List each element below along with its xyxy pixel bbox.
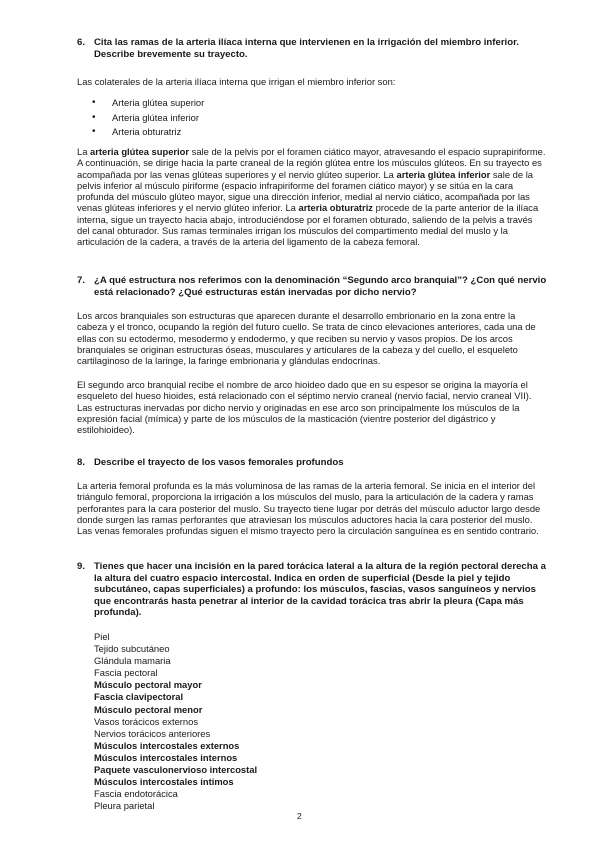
layer-item: Glándula mamaria bbox=[94, 655, 171, 667]
list-item: • Arteria obturatriz bbox=[92, 125, 204, 140]
layer-item: Paquete vasculonervioso intercostal bbox=[94, 764, 258, 776]
layer-item: Músculo pectoral menor bbox=[94, 703, 203, 715]
question-title: ¿A qué estructura nos referimos con la denominación “Segundo arco branquial”? ¿Con qué nervio está relacionado? ¿Qué estructuras están inervadas por dicho nervio? bbox=[94, 275, 547, 298]
q6-intro: Las colaterales de la arteria ilíaca interna que irrigan el miembro inferior son: bbox=[77, 76, 396, 87]
layer-item: Fascia endotorácica bbox=[94, 788, 178, 800]
layer-item: Músculos intercostales externos bbox=[94, 739, 240, 751]
bold-term: arteria glútea inferior bbox=[396, 168, 491, 180]
question-9-heading bbox=[77, 561, 547, 619]
text-run: procede de la parte anterior de la ilíaca interna, sigue un trayecto hacia abajo, introduciéndose por el foramen obturado, saliendo de la pelvis a través del canal obturador. Sus ramas terminales irrigan los músculos del compartimento medial del muslo y la articulación de la cadera, a través de la arteria del ligamento de la cabeza femoral. bbox=[77, 202, 539, 248]
page-number: 2 bbox=[297, 811, 302, 821]
question-number: 8. bbox=[77, 457, 86, 468]
text-run: La bbox=[77, 146, 91, 157]
question-number: 9. bbox=[77, 561, 86, 572]
question-number: 7. bbox=[77, 275, 86, 286]
question-title: Tienes que hacer una incisión en la pared torácica lateral a la altura de la región pectoral derecha a la altura del cuatro espacio intercostal. Indica en orden de superficial (Desde la piel y tejido subcutáneo, capas superficiales) a profundo: los músculos, fascias, vasos sanguíneos y nervios que encontrarás hasta penetrar al interior de la cavidad torácica tras abrir la pleura (Capa más profunda). bbox=[94, 561, 546, 619]
layer-item: Músculo pectoral mayor bbox=[94, 679, 202, 691]
question-6-heading bbox=[77, 37, 547, 60]
q6-branch-list bbox=[92, 96, 204, 140]
text-run: sale de la pelvis inferior al músculo piriforme (espacio infrapiriforme del foramen ciático mayor) y se sitúa en la cara profunda del músculo glúteo mayor, sigue una dirección inferior, medial al nervio ciático, acompañada por las venas glúteas inferiores y el nervio glúteo inferior. bbox=[77, 168, 534, 214]
question-title: Cita las ramas de la arteria ilíaca interna que intervienen en la irrigación del miembro inferior. Describe brevemente su trayecto. bbox=[94, 37, 519, 60]
list-item: • Arteria glútea superior bbox=[92, 96, 204, 111]
bold-term: arteria obturatriz bbox=[298, 202, 373, 214]
layer-item: Fascia pectoral bbox=[94, 667, 158, 679]
question-title: Describe el trayecto de los vasos femorales profundos bbox=[94, 457, 344, 468]
question-7-heading bbox=[77, 275, 547, 298]
question-8-heading bbox=[77, 457, 547, 469]
text-run: sale de la pelvis por el foramen ciático mayor, atravesando el espacio suprapiriforme. A continuación, se dirige hacia la parte craneal de la región glútea entre los músculos glúteos. En su trayecto es acompañada por las venas glúteas superiores y el nervio glúteo superior. bbox=[77, 146, 546, 180]
q6-answer bbox=[77, 146, 547, 248]
layer-item: Músculos intercostales internos bbox=[94, 751, 238, 763]
layer-item: Fascia clavipectoral bbox=[94, 691, 184, 703]
q7-paragraph-2: El segundo arco branquial recibe el nombre de arco hioideo dado que en su espesor se origina la mayoría el esqueleto del hueso hioides, está relacionado con el séptimo nervio craneal (nervio facial, nervio craneal VII). Las estructuras inervadas por dicho nervio y originadas en ese arco son principalmente los músculos de la expresión facial (mímica) y parte de los músculos de la masticación (vientre posterior del digástrico y estilohioideo). bbox=[77, 379, 532, 436]
layer-item: Pleura parietal bbox=[94, 800, 155, 812]
layer-item: Nervios torácicos anteriores bbox=[94, 727, 211, 739]
text-run: La bbox=[285, 202, 299, 214]
q8-paragraph: La arteria femoral profunda es la más voluminosa de las ramas de la arteria femoral. Se inicia en el interior del triángulo femoral, proporciona la irrigación a los músculos del muslo, para la articulación de la cadera y ramas perforantes para la cara posterior del muslo. Su trayecto tiene lugar por detrás del músculo aductor largo desde donde surgen las ramas perforantes que atraviesan los músculos aductores hacia la cara posterior del muslo. Las venas femorales profundas siguen el mismo trayecto pero la circulación sanguínea es en sentido contrario. bbox=[77, 480, 541, 537]
question-number: 6. bbox=[77, 37, 86, 48]
layer-item: Vasos torácicos externos bbox=[94, 715, 199, 727]
bold-term: arteria glútea superior bbox=[90, 146, 190, 157]
q7-paragraph-1: Los arcos branquiales son estructuras que aparecen durante el desarrollo embrionario en la zona entre la cabeza y el tronco, ocupando la región del futuro cuello. Se trata de cinco elevaciones anteriores, cada una de ellas con su ectodermo, mesodermo y endodermo, y que reciben su nervio y vasos propios. De los arcos branquiales se originan estructuras óseas, musculares y articulares de la cabeza y del cuello, el esqueleto cartilaginoso de la laringe, la faringe embrionaria y glándulas endocrinas. bbox=[77, 310, 536, 367]
layer-item: Piel bbox=[94, 631, 110, 642]
layer-item: Tejido subcutáneo bbox=[94, 643, 170, 655]
tissue-layer-list bbox=[94, 631, 257, 812]
list-item: • Arteria glútea inferior bbox=[92, 111, 204, 126]
layer-item: Músculos intercostales íntimos bbox=[94, 776, 234, 788]
text-run: La bbox=[383, 168, 397, 180]
